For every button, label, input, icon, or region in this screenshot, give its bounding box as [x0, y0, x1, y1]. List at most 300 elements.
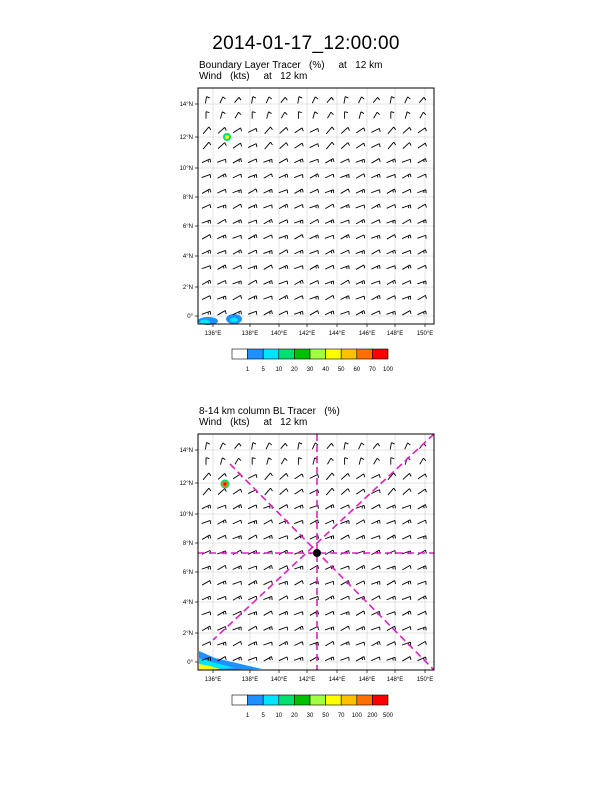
wind-barb: [373, 97, 380, 102]
wind-barb-shaft: [387, 612, 395, 615]
wind-barb-feather: [379, 295, 380, 298]
wind-barb: [325, 235, 334, 238]
wind-barb: [235, 97, 242, 102]
wind-barb-shaft: [294, 174, 302, 177]
wind-barb-feather: [298, 458, 301, 459]
wind-barb-shaft: [252, 97, 253, 104]
wind-barb-feather: [256, 159, 257, 162]
wind-barb-shaft: [217, 296, 225, 299]
wind-barb-shaft: [371, 281, 379, 284]
wind-barb-shaft: [279, 190, 287, 193]
wind-barb-feather: [318, 280, 319, 283]
wind-barb: [266, 443, 272, 449]
wind-barb-feather: [364, 219, 365, 222]
wind-barb: [402, 189, 411, 193]
wind-barb: [356, 657, 365, 662]
wind-barb-feather: [287, 159, 288, 162]
wind-barb-shaft: [203, 488, 209, 495]
wind-barb-feather: [270, 566, 271, 568]
wind-barb-shaft: [356, 265, 364, 270]
wind-barb: [341, 189, 350, 194]
wind-barb: [263, 159, 272, 162]
wind-barb-shaft: [233, 641, 241, 646]
longitude-label: 136°E: [204, 331, 222, 337]
wind-barb-shaft: [387, 581, 395, 586]
wind-barb: [344, 97, 348, 104]
wind-barb: [341, 143, 349, 149]
wind-barb: [217, 250, 226, 253]
wind-barb: [403, 127, 411, 133]
wind-barb-shaft: [387, 657, 395, 660]
wind-barb-feather: [410, 626, 411, 629]
wind-barb-feather: [207, 97, 210, 98]
wind-barb-feather: [210, 250, 211, 253]
wind-barb-shaft: [418, 489, 425, 494]
wind-barb-shaft: [402, 265, 410, 270]
wind-barb-feather: [285, 112, 287, 114]
wind-barb-feather: [331, 97, 333, 100]
wind-barb-shaft: [417, 235, 425, 238]
wind-barb-feather: [408, 443, 411, 445]
wind-barb: [248, 612, 257, 615]
wind-barb: [402, 265, 411, 270]
colorbar: [232, 695, 394, 719]
wind-barb: [372, 596, 381, 601]
wind-barb-shaft: [312, 97, 315, 103]
wind-barb-feather: [253, 443, 256, 444]
wind-barb-feather: [408, 97, 411, 99]
wind-barb-shaft: [371, 627, 379, 630]
wind-barb: [218, 489, 226, 495]
wind-barb: [264, 189, 273, 193]
wind-barb-feather: [210, 642, 211, 645]
wind-barb: [281, 458, 287, 464]
wind-barb: [372, 250, 381, 255]
wind-barb-feather: [285, 296, 286, 298]
wind-barb: [279, 204, 288, 209]
wind-barb: [279, 295, 288, 300]
wind-barb: [205, 97, 209, 104]
wind-barb: [402, 505, 411, 508]
wind-barb-shaft: [387, 266, 395, 269]
wind-barb: [248, 626, 257, 631]
wind-barb: [233, 250, 242, 255]
wind-barb: [310, 296, 319, 299]
wind-barb-feather: [377, 458, 379, 460]
wind-barb-feather: [210, 204, 211, 207]
wind-barb-shaft: [388, 127, 394, 134]
tracer-spot: [225, 135, 229, 139]
wind-barb: [233, 520, 242, 524]
wind-barb-feather: [394, 473, 396, 476]
wind-barb: [310, 280, 319, 284]
wind-barb-feather: [410, 189, 411, 192]
wind-barb-shaft: [356, 311, 364, 316]
wind-barb-shaft: [281, 112, 285, 118]
wind-barb: [206, 458, 209, 465]
wind-barb-shaft: [218, 311, 226, 316]
wind-barb-feather: [272, 535, 273, 538]
wind-barb-feather: [425, 596, 426, 599]
colorbar-swatch: [248, 695, 264, 705]
wind-barb: [298, 458, 301, 465]
wind-barb-feather: [256, 280, 257, 283]
wind-barb-feather: [225, 127, 227, 130]
wind-barb-feather: [302, 189, 303, 192]
wind-barb-feather: [241, 220, 242, 223]
wind-barb: [325, 596, 334, 601]
wind-barb-feather: [408, 266, 409, 268]
wind-barb-shaft: [310, 474, 318, 478]
wind-barb-shaft: [202, 204, 210, 208]
colorbar-swatch: [341, 695, 357, 705]
wind-barb-feather: [210, 159, 211, 162]
wind-barb-shaft: [203, 127, 209, 134]
wind-barb-feather: [287, 657, 288, 660]
wind-barb-shaft: [233, 520, 241, 524]
wind-barb: [279, 220, 288, 224]
wind-barb-shaft: [418, 474, 425, 479]
wind-barb-shaft: [327, 443, 331, 448]
colorbar-label: 20: [291, 713, 298, 719]
wind-barb: [325, 265, 334, 269]
wind-barb-shaft: [340, 311, 348, 314]
longitude-label: 140°E: [270, 331, 288, 337]
wind-barb: [298, 97, 302, 104]
wind-barb: [387, 642, 396, 646]
wind-barb-shaft: [298, 97, 299, 104]
wind-barb: [202, 642, 211, 646]
wind-barb: [202, 174, 211, 177]
wind-barb: [388, 142, 396, 149]
wind-barb-feather: [331, 112, 333, 114]
wind-barb: [233, 657, 242, 661]
wind-barb-feather: [394, 142, 396, 145]
wind-barb: [325, 204, 334, 209]
wind-barb: [203, 127, 211, 134]
wind-barb-shaft: [218, 143, 225, 149]
wind-barb: [402, 581, 411, 585]
wind-barb-shaft: [248, 159, 256, 163]
wind-barb-shaft: [310, 280, 318, 284]
wind-barb-shaft: [217, 189, 225, 193]
wind-barb: [295, 280, 304, 285]
wind-barb: [402, 174, 411, 179]
wind-barb-feather: [410, 535, 411, 538]
latitude-label: 10°N: [179, 166, 193, 172]
longitude-label: 140°E: [270, 677, 288, 683]
wind-barb-feather: [318, 235, 319, 238]
wind-barb-shaft: [387, 311, 395, 314]
wind-barb-feather: [410, 611, 411, 614]
wind-barb: [402, 520, 411, 525]
wind-barb: [218, 611, 227, 616]
wind-barb-shaft: [310, 144, 318, 148]
wind-barb-shaft: [387, 280, 395, 285]
wind-barb-shaft: [387, 642, 395, 646]
wind-barb: [391, 112, 394, 119]
wind-barb-feather: [407, 112, 410, 114]
wind-barb-shaft: [325, 627, 333, 630]
forecast-valid-time-title: 2014-01-17_12:00:00: [212, 33, 400, 54]
wind-barb-shaft: [325, 174, 333, 178]
wind-barb-shaft: [341, 280, 349, 285]
wind-barb-shaft: [402, 535, 410, 539]
wind-barb: [310, 311, 319, 316]
wind-barb: [340, 566, 349, 569]
wind-barb: [233, 235, 242, 238]
wind-barb-feather: [225, 565, 226, 568]
wind-barb-shaft: [233, 190, 241, 193]
wind-barb-shaft: [417, 627, 425, 630]
wind-barb-shaft: [205, 443, 206, 450]
wind-barb: [294, 566, 303, 569]
wind-barb-shaft: [372, 505, 380, 510]
wind-barb-shaft: [387, 535, 395, 540]
wind-barb: [279, 536, 288, 539]
wind-barb-shaft: [252, 443, 253, 450]
wind-barb-feather: [286, 127, 288, 130]
wind-barb: [387, 566, 396, 569]
wind-barb-feather: [302, 159, 303, 162]
wind-barb-feather: [379, 220, 380, 223]
wind-barb: [402, 296, 411, 299]
wind-barb-feather: [333, 641, 334, 644]
wind-barb-feather: [300, 627, 301, 629]
wind-barb-feather: [333, 505, 334, 508]
wind-barb-feather: [364, 265, 365, 268]
wind-barb: [356, 474, 365, 479]
wind-barb: [252, 112, 255, 119]
wind-barb-shaft: [417, 190, 425, 193]
wind-barb: [310, 250, 319, 253]
wind-barb: [248, 174, 257, 177]
wind-barb-shaft: [359, 97, 362, 103]
wind-barb-shaft: [418, 596, 426, 601]
wind-barb-feather: [239, 443, 241, 446]
wind-barb: [371, 281, 380, 284]
wind-barb: [233, 536, 242, 539]
wind-barb: [233, 220, 242, 224]
wind-barb: [233, 204, 242, 209]
wind-barb-feather: [348, 189, 349, 192]
wind-barb-feather: [272, 235, 273, 238]
latitude-label: 2°N: [182, 285, 193, 291]
wind-barb-feather: [425, 128, 426, 131]
wind-barb-shaft: [325, 641, 333, 646]
wind-barb-shaft: [263, 296, 271, 299]
wind-barb: [325, 250, 334, 255]
wind-barb: [359, 458, 364, 465]
wind-barb: [356, 128, 365, 133]
wind-barb: [248, 128, 257, 132]
wind-barb: [345, 458, 348, 465]
wind-barb-feather: [379, 250, 380, 253]
wind-barb-shaft: [417, 536, 425, 539]
wind-barb: [264, 520, 273, 525]
wind-barb: [206, 112, 209, 119]
wind-barb-shaft: [248, 566, 256, 569]
wind-barb: [279, 281, 288, 284]
wind-barb-shaft: [356, 159, 364, 162]
wind-barb-feather: [425, 641, 426, 644]
wind-barb-feather: [333, 204, 334, 207]
wind-barb: [233, 128, 242, 133]
wind-barb-feather: [318, 657, 319, 660]
projection-guide-lines: [198, 434, 434, 670]
wind-barb-feather: [285, 551, 286, 553]
wind-barb-feather: [426, 566, 427, 569]
wind-barb-shaft: [418, 611, 426, 615]
wind-barb: [202, 596, 211, 600]
wind-barb-feather: [269, 112, 272, 114]
longitude-label: 148°E: [386, 677, 404, 683]
wind-barb-shaft: [294, 266, 302, 269]
wind-barb-shaft: [279, 641, 287, 646]
wind-barb-shaft: [264, 311, 272, 316]
wind-barb-shaft: [310, 265, 318, 270]
wind-barb: [263, 250, 272, 253]
wind-barb: [295, 489, 304, 494]
wind-barb-feather: [270, 220, 271, 222]
wind-barb-feather: [302, 128, 303, 131]
wind-barb-feather: [426, 174, 427, 177]
wind-barb-shaft: [420, 112, 424, 118]
wind-barb: [387, 311, 396, 314]
wind-barb-feather: [287, 505, 288, 508]
wind-barb: [387, 250, 396, 254]
wind-barb-shaft: [388, 142, 394, 149]
wind-barb-feather: [425, 295, 426, 298]
latitude-label: 6°N: [182, 570, 193, 576]
wind-barb: [233, 596, 242, 601]
wind-barb: [325, 505, 334, 510]
wind-barb: [371, 566, 380, 570]
wind-barb-shaft: [218, 611, 226, 616]
wind-barb-shaft: [402, 205, 410, 208]
wind-barb-feather: [285, 642, 286, 644]
wind-barb-shaft: [356, 219, 364, 224]
wind-barb: [403, 473, 411, 479]
wind-barb-feather: [206, 112, 209, 113]
wind-barb-feather: [256, 189, 257, 192]
wind-barb-feather: [241, 657, 242, 660]
wind-barb-shaft: [417, 281, 425, 284]
wind-barb: [217, 280, 226, 284]
wind-barb-shaft: [402, 565, 410, 570]
wind-barb: [387, 520, 396, 523]
wind-barb-shaft: [402, 280, 410, 284]
wind-barb: [248, 535, 257, 540]
wind-barb-shaft: [387, 296, 395, 300]
wind-barb: [233, 295, 242, 300]
wind-barb-shaft: [220, 112, 222, 119]
wind-barb: [387, 612, 396, 615]
wind-barb: [402, 250, 411, 253]
wind-barb-feather: [410, 489, 412, 492]
wind-barb: [265, 488, 273, 495]
wind-barb-shaft: [341, 235, 349, 240]
wind-barb-feather: [425, 204, 426, 207]
wind-barb: [218, 565, 227, 570]
wind-barb-feather: [302, 596, 303, 599]
wind-barb: [326, 142, 334, 149]
wind-barb: [387, 581, 396, 586]
wind-barb: [263, 296, 272, 299]
wind-barb-feather: [394, 127, 396, 130]
wind-barb-feather: [408, 175, 409, 177]
wind-barb-shaft: [265, 142, 271, 149]
wind-barb: [371, 520, 380, 524]
wind-barb-feather: [254, 236, 255, 238]
wind-barb-shaft: [248, 235, 256, 240]
wind-barb-feather: [408, 521, 409, 523]
wind-barb-shaft: [387, 220, 395, 223]
wind-barb-shaft: [325, 250, 333, 255]
wind-barb-shaft: [279, 505, 287, 510]
wind-barb-feather: [333, 220, 334, 223]
wind-barb-shaft: [325, 235, 333, 238]
wind-barb-feather: [225, 611, 226, 614]
wind-barb-shaft: [248, 174, 256, 177]
wind-barb-feather: [333, 295, 334, 298]
wind-barb: [387, 159, 396, 163]
wind-barb-shaft: [202, 280, 210, 285]
wind-barb-feather: [256, 505, 257, 508]
wind-barb: [372, 505, 381, 510]
wind-barb: [371, 220, 380, 224]
wind-barb-shaft: [390, 443, 391, 450]
wind-barb: [356, 235, 365, 239]
wind-barb-feather: [423, 458, 425, 460]
top-panel-field-line: Boundary Layer Tracer (%) at 12 km: [199, 60, 383, 71]
wind-barb-feather: [298, 112, 301, 113]
wind-barb-feather: [225, 280, 226, 283]
wind-barb-shaft: [373, 443, 377, 448]
wind-barb-shaft: [280, 143, 287, 149]
wind-barb: [295, 128, 304, 133]
wind-barb: [356, 611, 365, 616]
wind-barb: [248, 250, 257, 254]
wind-barb-feather: [241, 520, 242, 523]
wind-barb-shaft: [402, 611, 410, 616]
wind-barb-shaft: [356, 174, 364, 179]
wind-barb-feather: [256, 204, 257, 207]
wind-barb-shaft: [356, 143, 363, 148]
wind-barb-feather: [302, 581, 303, 584]
wind-barb-feather: [364, 474, 365, 477]
wind-barb-feather: [256, 250, 257, 253]
colorbar-swatch: [263, 695, 279, 705]
wind-barb-shaft: [248, 250, 256, 254]
wind-barb: [390, 97, 394, 104]
wind-barb: [248, 505, 257, 509]
wind-barb-shaft: [420, 458, 424, 464]
latitude-label: 14°N: [179, 448, 193, 454]
wind-barb-feather: [379, 520, 380, 523]
wind-barb-feather: [318, 611, 319, 614]
wind-barb: [341, 280, 350, 285]
wind-barb-shaft: [294, 520, 302, 523]
wind-barb-feather: [239, 458, 241, 460]
colorbar-label: 10: [275, 713, 283, 719]
wind-barb-shaft: [405, 97, 408, 103]
wind-barb-feather: [410, 265, 411, 268]
wind-barb: [356, 296, 365, 299]
wind-barb-feather: [239, 506, 240, 508]
wind-barb-feather: [379, 174, 380, 177]
wind-barb-shaft: [263, 250, 271, 253]
